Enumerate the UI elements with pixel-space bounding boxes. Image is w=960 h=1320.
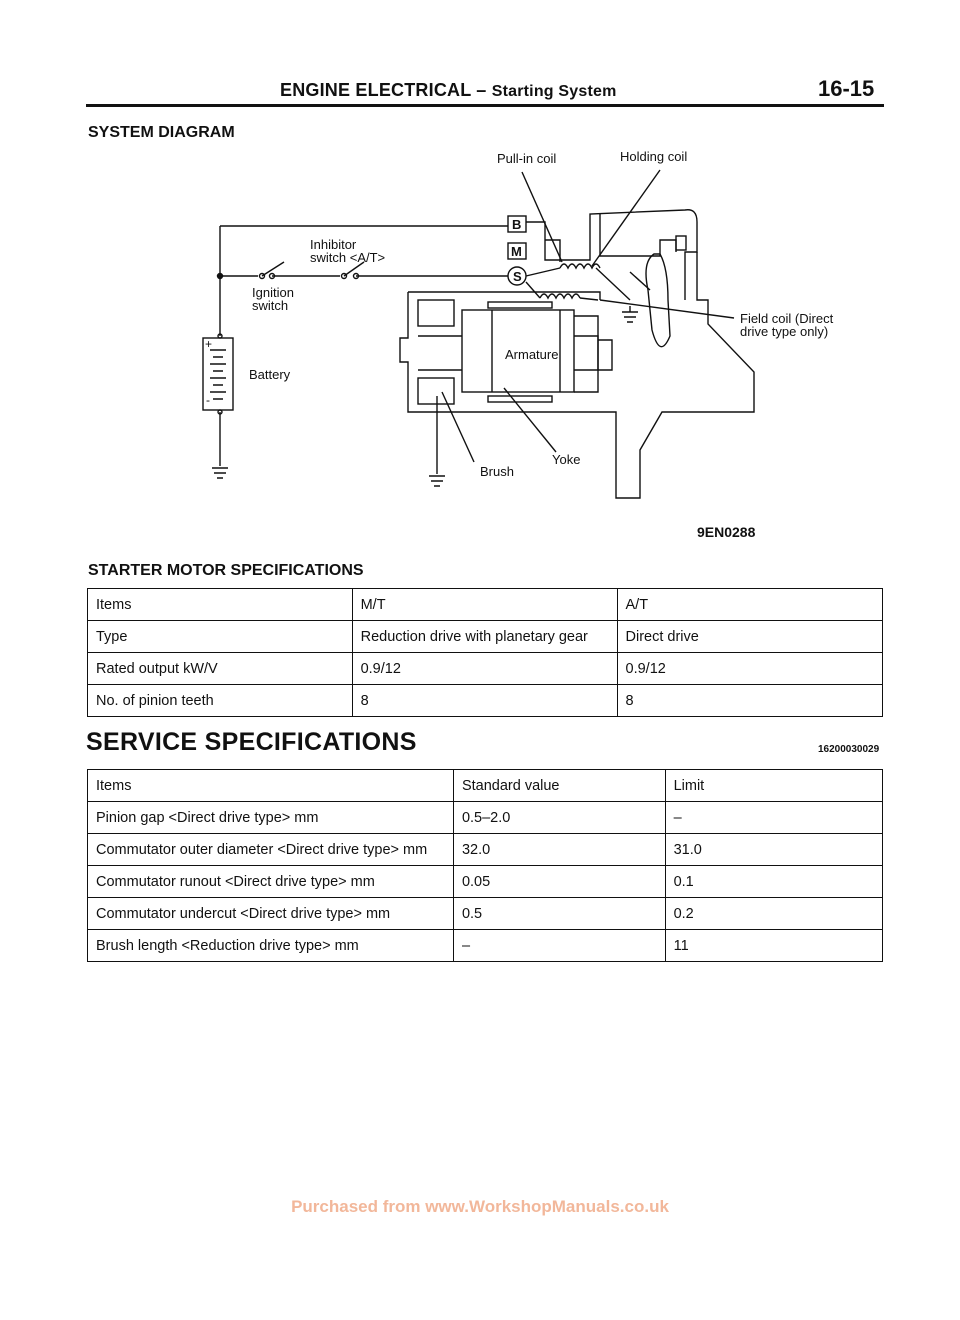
table-row	[88, 653, 883, 685]
table-cell: 0.05	[453, 866, 665, 898]
label-holding-coil: Holding coil	[620, 149, 688, 164]
table-cell: 0.2	[665, 898, 882, 930]
table-cell: No. of pinion teeth	[88, 685, 353, 717]
table-cell: 32.0	[453, 834, 665, 866]
label-inhibitor-switch: Inhibitor switch <A/T>	[310, 237, 386, 265]
table-cell: Rated output kW/V	[88, 653, 353, 685]
table-cell: 0.9/12	[352, 653, 617, 685]
table-row	[88, 834, 883, 866]
solenoid-contact	[676, 236, 686, 250]
table-row	[88, 866, 883, 898]
table-cell: 0.1	[665, 866, 882, 898]
table-row	[88, 621, 883, 653]
table-cell: 0.9/12	[617, 653, 882, 685]
figure-code: 9EN0288	[697, 524, 756, 540]
service-specs-doc-code: 16200030029	[818, 744, 880, 755]
terminal-s-label: S	[513, 269, 522, 284]
table-cell: Limit	[665, 770, 882, 802]
ground-symbol-battery	[212, 468, 228, 478]
table-cell: 8	[352, 685, 617, 717]
field-pole-top	[488, 302, 552, 308]
table-row	[88, 802, 883, 834]
leader-yoke	[504, 388, 556, 452]
table-cell: Brush length <Reduction drive type> mm	[88, 930, 454, 962]
label-pull-in-coil: Pull-in coil	[497, 151, 557, 166]
terminal-m-label: M	[511, 244, 522, 259]
table-row	[88, 685, 883, 717]
system-diagram-heading: SYSTEM DIAGRAM	[88, 124, 235, 141]
label-ignition-switch: Ignition switch	[252, 285, 294, 313]
table-cell: Items	[88, 589, 353, 621]
solenoid-plunger	[600, 214, 676, 256]
leader-field-coil	[600, 300, 734, 318]
table-row	[88, 898, 883, 930]
starter-specs-heading: STARTER MOTOR SPECIFICATIONS	[88, 562, 364, 579]
solenoid-housing	[526, 210, 697, 300]
table-cell: Commutator undercut <Direct drive type> mm	[88, 898, 454, 930]
pull-in-coil-winding	[560, 264, 600, 268]
table-cell: –	[453, 930, 665, 962]
table-row	[88, 930, 883, 962]
watermark-text: Purchased from www.WorkshopManuals.co.uk	[291, 1197, 669, 1216]
battery-minus-label: -	[206, 393, 210, 407]
label-brush: Brush	[480, 464, 514, 479]
table-cell: Pinion gap <Direct drive type> mm	[88, 802, 454, 834]
drive-end-housing	[574, 316, 612, 392]
label-field-coil: Field coil (Direct drive type only)	[740, 311, 834, 339]
header-subsection-title: Starting System	[491, 83, 617, 100]
table-cell: Items	[88, 770, 454, 802]
table-cell: 0.5–2.0	[453, 802, 665, 834]
leader-pull-in-coil	[522, 172, 562, 262]
junction-dot	[218, 274, 223, 279]
table-cell: 8	[617, 685, 882, 717]
holding-coil-winding	[540, 294, 580, 298]
battery-plus-label: +	[205, 337, 213, 351]
field-coil-shape	[646, 254, 670, 347]
table-cell: Standard value	[453, 770, 665, 802]
table-cell: 11	[665, 930, 882, 962]
leader-brush	[442, 392, 474, 462]
table-cell: 31.0	[665, 834, 882, 866]
header-dash: –	[476, 80, 487, 100]
field-pole-bottom	[488, 396, 552, 402]
label-armature: Armature	[505, 347, 559, 362]
table-header-row	[88, 770, 883, 802]
label-yoke: Yoke	[552, 452, 581, 467]
ground-symbol-solenoid	[622, 306, 638, 322]
terminal-b-label: B	[512, 217, 522, 232]
table-cell: 0.5	[453, 898, 665, 930]
table-cell: –	[665, 802, 882, 834]
table-cell: Direct drive	[617, 621, 882, 653]
header-section-title: ENGINE ELECTRICAL	[280, 80, 472, 100]
table-cell: Reduction drive with planetary gear	[352, 621, 617, 653]
motor-brush-upper	[418, 300, 454, 326]
table-header-row	[88, 589, 883, 621]
starter-specs-table	[87, 588, 883, 717]
battery-cells	[210, 350, 226, 399]
label-battery: Battery	[249, 367, 291, 382]
leader-holding-coil	[592, 170, 660, 266]
motor-brush-lower	[418, 378, 454, 404]
service-specs-heading: SERVICE SPECIFICATIONS	[86, 728, 417, 756]
table-cell: Type	[88, 621, 353, 653]
starter-circuit-diagram	[0, 0, 960, 520]
table-cell: A/T	[617, 589, 882, 621]
service-specs-table	[87, 769, 883, 962]
page-number: 16-15	[818, 76, 875, 101]
table-cell: M/T	[352, 589, 617, 621]
table-cell: Commutator runout <Direct drive type> mm	[88, 866, 454, 898]
ground-symbol-brush	[429, 476, 445, 486]
table-cell: Commutator outer diameter <Direct drive type> mm	[88, 834, 454, 866]
